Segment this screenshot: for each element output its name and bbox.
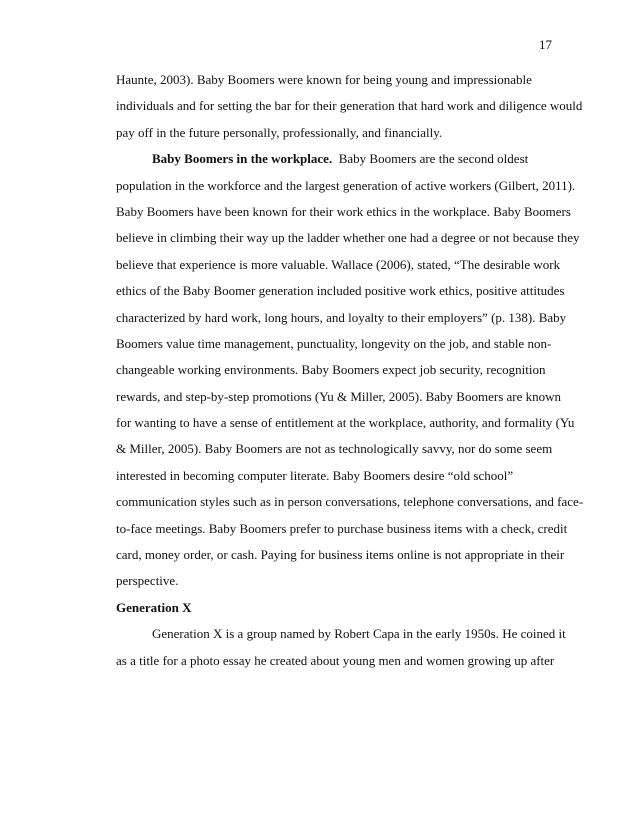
- paragraph-line: perspective.: [116, 573, 179, 589]
- paragraph-line: ethics of the Baby Boomer generation included positive work ethics, positive attitudes: [116, 283, 565, 299]
- paragraph-line: for wanting to have a sense of entitlement at the workplace, authority, and formality (Yu: [116, 415, 575, 431]
- paragraph-line: & Miller, 2005). Baby Boomers are not as technologically savvy, nor do some seem: [116, 441, 553, 457]
- paragraph-line: to-face meetings. Baby Boomers prefer to purchase business items with a check, credit: [116, 520, 568, 536]
- page-number: 17: [539, 37, 552, 52]
- paragraph-line: believe that experience is more valuable. Wallace (2006), stated, “The desirable work: [116, 256, 561, 272]
- section-heading: Generation X: [116, 599, 192, 615]
- paragraph-line: as a title for a photo essay he created about young men and women growing up after: [116, 652, 555, 668]
- paragraph-line: interested in becoming computer literate. Baby Boomers desire “old school”: [116, 467, 514, 483]
- paragraph-line: rewards, and step-by-step promotions (Yu & Miller, 2005). Baby Boomers are known: [116, 388, 562, 404]
- paragraph-line: individuals and for setting the bar for their generation that hard work and diligence would: [116, 98, 583, 114]
- paragraph-line: Generation X is a group named by Robert Capa in the early 1950s. He coined it: [152, 626, 566, 642]
- paragraph-line: believe in climbing their way up the ladder whether one had a degree or not because they: [116, 230, 580, 246]
- paragraph-line: card, money order, or cash. Paying for business items online is not appropriate in their: [116, 547, 565, 563]
- paragraph-line: population in the workforce and the largest generation of active workers (Gilbert, 2011).: [116, 177, 576, 193]
- paragraph-line: [116, 146, 566, 172]
- paragraph-line: Boomers value time management, punctuality, longevity on the job, and stable non-: [116, 335, 552, 351]
- body-text: [116, 67, 584, 674]
- paragraph-line: changeable working environments. Baby Boomers expect job security, recognition: [116, 362, 546, 378]
- section-subheading: Baby Boomers in the workplace.: [152, 151, 333, 167]
- paragraph-line: Baby Boomers have been known for their work ethics in the workplace. Baby Boomers: [116, 203, 571, 219]
- subheading-run-in-text: Baby Boomers are the second oldest: [332, 151, 529, 167]
- paragraph-line: communication styles such as in person conversations, telephone conversations, and face-: [116, 494, 584, 510]
- paragraph-line: Haunte, 2003). Baby Boomers were known for being young and impressionable: [116, 72, 532, 87]
- paragraph-line: characterized by hard work, long hours, and loyalty to their employers” (p. 138). Baby: [116, 309, 567, 325]
- paragraph-line: pay off in the future personally, professionally, and financially.: [116, 124, 443, 140]
